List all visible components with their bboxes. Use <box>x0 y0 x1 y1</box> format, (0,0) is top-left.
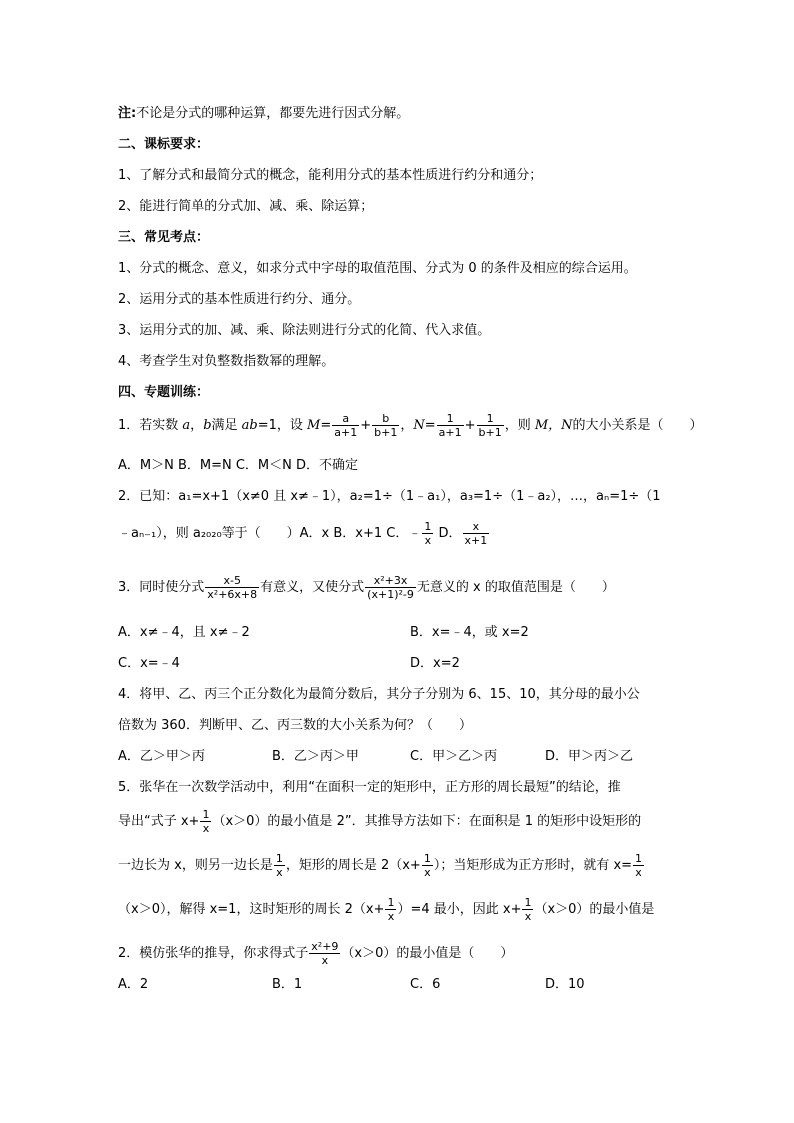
sec3-item-1: 1、分式的概念、意义，如求分式中字母的取值范围、分式为 0 的条件及相应的综合运用。 <box>118 261 637 276</box>
q1-var-ab: ab <box>241 418 258 433</box>
q1-eq: = <box>320 418 332 433</box>
note-label: 注: <box>118 106 137 121</box>
q2-line-1: 2．已知：a₁=x+1（x≠0 且 x≠﹣1），a₂=1÷（1﹣a₁），a₃=1÷（1﹣a₂），…，aₙ=1÷（1 <box>118 489 661 504</box>
q4-option-c: C．甲＞乙＞丙 <box>410 749 498 764</box>
fraction-numerator: 1 <box>446 412 454 425</box>
fraction-denominator: x <box>385 909 396 923</box>
q3-option-d: D．x=2 <box>410 656 460 671</box>
fraction-denominator: x+1 <box>464 534 488 547</box>
q5-text: ，矩形的周长是 2（x+ <box>285 858 421 873</box>
q3-text: 有意义，又使分式 <box>260 580 365 595</box>
fraction-numerator: a <box>342 412 350 425</box>
q5-line-2 <box>118 808 641 835</box>
sec3-item-2: 2、运用分式的基本性质进行约分、通分。 <box>118 292 361 307</box>
section-4-heading: 四、专题训练： <box>118 385 210 400</box>
fraction-denominator: a+1 <box>334 426 358 439</box>
q3-fraction-2 <box>365 574 416 601</box>
fraction-denominator: b+1 <box>478 426 502 439</box>
q5-text: 2．模仿张华的推导，你求得式子 <box>118 946 309 961</box>
section-3-heading: 三、常见考点： <box>118 230 210 245</box>
q5-fraction <box>274 852 285 879</box>
fraction-numerator: 1 <box>524 896 532 909</box>
fraction-numerator: 1 <box>202 808 210 821</box>
q4-option-a: A．乙＞甲＞丙 <box>118 749 205 764</box>
q1-text: 的大小关系是（ ） <box>572 418 703 433</box>
q1-var-N: N <box>413 418 425 433</box>
q1-fraction-1 <box>332 412 359 439</box>
q3-text: 3．同时使分式 <box>118 580 205 595</box>
fraction-numerator: 1 <box>635 852 643 865</box>
section-2-heading: 二、课标要求： <box>118 137 210 152</box>
sec2-item-2: 2、能进行简单的分式加、减、乘、除运算； <box>118 199 374 214</box>
fraction-numerator: x-5 <box>223 574 241 587</box>
q5-line-3 <box>118 852 645 879</box>
fraction-denominator: x <box>200 821 211 835</box>
q1-eq: = <box>424 418 436 433</box>
q5-line-4 <box>118 896 654 923</box>
note-line <box>118 106 409 122</box>
fraction-denominator: x <box>633 865 644 879</box>
q1-options: A．M＞N B．M=N C．M＜N D．不确定 <box>118 458 359 473</box>
fraction-numerator: 1 <box>424 520 432 533</box>
fraction-denominator: (x+1)²-9 <box>367 588 414 601</box>
q1-stem <box>118 412 703 439</box>
q5-text: 一边长为 x，则另一边长是 <box>118 858 273 873</box>
fraction-denominator: a+1 <box>438 426 462 439</box>
q1-var-b: b <box>203 418 212 433</box>
q5-text: （x＞0）的最小值是 <box>534 902 655 917</box>
q5-text: （x＞0）的最小值是（ ） <box>341 946 514 961</box>
fraction-numerator: x²+3x <box>373 574 408 587</box>
q2-text: ﹣aₙ₋₁），则 a₂₀₂₀等于（ ）A．x B．x+1 C．﹣ <box>118 526 422 541</box>
fraction-numerator: 1 <box>423 852 431 865</box>
q1-text: =1，设 <box>257 418 308 433</box>
fraction-numerator: 1 <box>275 852 283 865</box>
q1-text: 1．若实数 <box>118 418 183 433</box>
q1-fraction-3 <box>437 412 464 439</box>
q4-line-1: 4．将甲、乙、丙三个正分数化为最简分数后，其分子分别为 6、15、10，其分母的最小公 <box>118 687 640 702</box>
q3-fraction-1 <box>205 574 259 601</box>
q1-fraction-2 <box>372 412 399 439</box>
fraction-denominator: x <box>522 909 533 923</box>
q1-comma: ， <box>190 418 204 433</box>
q5-fraction <box>309 940 340 967</box>
q1-plus: + <box>360 418 372 433</box>
q5-fraction <box>633 852 644 879</box>
note-text: 不论是分式的哪种运算，都要先进行因式分解。 <box>136 106 410 121</box>
q1-var-a: a <box>182 418 191 433</box>
q2-option-d-fraction <box>463 520 490 547</box>
q2-line-2 <box>118 520 490 547</box>
q2-option-c-fraction <box>422 520 433 547</box>
q5-option-b: B．1 <box>272 977 303 992</box>
fraction-denominator: b+1 <box>374 426 398 439</box>
q1-plus: + <box>464 418 476 433</box>
fraction-numerator: 1 <box>387 896 395 909</box>
fraction-numerator: x <box>472 520 480 533</box>
q4-line-2: 倍数为 360．判断甲、乙、丙三数的大小关系为何？（ ） <box>118 718 472 733</box>
q5-fraction <box>522 896 533 923</box>
q4-option-d: D．甲＞丙＞乙 <box>545 749 634 764</box>
sec3-item-4: 4、考查学生对负整数指数幂的理解。 <box>118 354 335 369</box>
q3-stem <box>118 574 615 601</box>
q1-comma: ， <box>400 418 414 433</box>
q2-text: D． <box>434 526 462 541</box>
q5-option-c: C．6 <box>410 977 441 992</box>
q3-option-b: B．x=﹣4，或 x=2 <box>410 625 529 640</box>
fraction-numerator: x²+9 <box>311 940 339 953</box>
fraction-denominator: x <box>422 533 433 547</box>
q3-text: 无意义的 x 的取值范围是（ ） <box>416 580 615 595</box>
fraction-numerator: 1 <box>486 412 494 425</box>
q1-var-M: M <box>307 418 321 433</box>
fraction-numerator: b <box>382 412 390 425</box>
q1-var-MN: M，N <box>534 418 573 433</box>
q5-text: ）=4 最小，因此 x+ <box>397 902 522 917</box>
q5-text: （x＞0）的最小值是 2”．其推导方法如下：在面积是 1 的矩形中设矩形的 <box>212 814 642 829</box>
q5-text: 导出“式子 x+ <box>118 814 200 829</box>
q4-option-b: B．乙＞丙＞甲 <box>272 749 359 764</box>
sec2-item-1: 1、了解分式和最简分式的概念，能利用分式的基本性质进行约分和通分； <box>118 168 543 183</box>
q5-option-a: A．2 <box>118 977 149 992</box>
fraction-denominator: x <box>309 953 340 967</box>
q1-text: 满足 <box>211 418 242 433</box>
q5-text: （x＞0），解得 x=1，这时矩形的周长 2（x+ <box>118 902 385 917</box>
q5-option-d: D．10 <box>545 977 585 992</box>
fraction-denominator: x²+6x+8 <box>207 588 258 601</box>
q5-fraction <box>200 808 211 835</box>
q5-fraction <box>422 852 433 879</box>
q5-text: ）；当矩形成为正方形时，就有 x= <box>433 858 633 873</box>
q5-line-1: 5．张华在一次数学活动中，利用“在面积一定的矩形中，正方形的周长最短”的结论，推 <box>118 780 621 795</box>
q5-line-5 <box>118 940 513 967</box>
q3-option-c: C．x=﹣4 <box>118 656 180 671</box>
q1-text: ，则 <box>504 418 535 433</box>
q3-option-a: A．x≠﹣4，且 x≠﹣2 <box>118 625 250 640</box>
q5-fraction <box>385 896 396 923</box>
fraction-denominator: x <box>422 865 433 879</box>
fraction-denominator: x <box>274 865 285 879</box>
q1-fraction-4 <box>477 412 504 439</box>
sec3-item-3: 3、运用分式的加、减、乘、除法则进行分式的化简、代入求值。 <box>118 323 491 338</box>
